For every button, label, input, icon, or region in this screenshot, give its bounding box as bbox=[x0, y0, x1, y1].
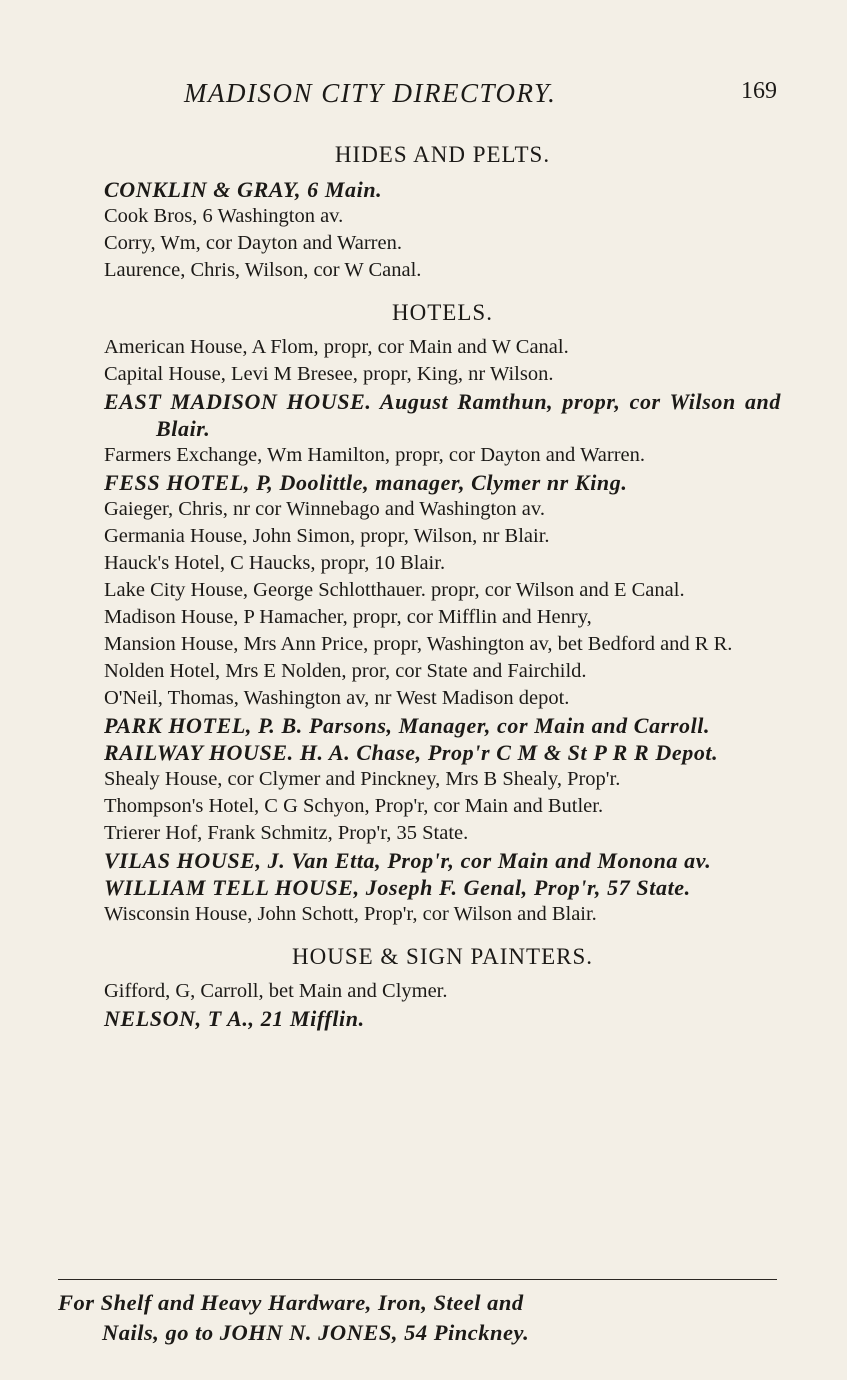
directory-entry: Laurence, Chris, Wilson, cor W Canal. bbox=[104, 259, 422, 281]
directory-entry: American House, A Flom, propr, cor Main and W Canal. bbox=[104, 336, 569, 358]
directory-entry: Gifford, G, Carroll, bet Main and Clymer. bbox=[104, 980, 448, 1002]
directory-entry: Corry, Wm, cor Dayton and Warren. bbox=[104, 232, 402, 254]
advertisement-footer bbox=[58, 1288, 781, 1348]
running-title: MADISON CITY DIRECTORY. bbox=[184, 78, 557, 108]
directory-entry: Wisconsin House, John Schott, Prop'r, cor Wilson and Blair. bbox=[104, 903, 597, 925]
directory-entry: O'Neil, Thomas, Washington av, nr West Madison depot. bbox=[104, 687, 570, 709]
directory-entry: Madison House, P Hamacher, propr, cor Mifflin and Henry, bbox=[104, 606, 592, 628]
directory-entry: Shealy House, cor Clymer and Pinckney, Mrs B Shealy, Prop'r. bbox=[104, 768, 621, 790]
directory-entry: Gaieger, Chris, nr cor Winnebago and Washington av. bbox=[104, 498, 545, 520]
directory-entry: Mansion House, Mrs Ann Price, propr, Washington av, bet Bedford and R R. bbox=[104, 633, 733, 655]
section-heading: HOTELS. bbox=[392, 300, 493, 325]
directory-entry-advertised: WILLIAM TELL HOUSE, Joseph F. Genal, Prop'r, 57 State. bbox=[104, 875, 691, 900]
directory-entry-advertised: FESS HOTEL, P, Doolittle, manager, Clymer nr King. bbox=[104, 470, 628, 495]
section-heading: HIDES AND PELTS. bbox=[334, 142, 551, 167]
directory-entry-advertised: EAST MADISON HOUSE. August Ramthun, propr, cor Wilson and Blair. bbox=[104, 389, 781, 441]
advertisement-line: Nails, go to JOHN N. JONES, 54 Pinckney. bbox=[102, 1320, 530, 1345]
directory-entry-advertised: NELSON, T A., 21 Mifflin. bbox=[104, 1006, 365, 1031]
page-number: 169 bbox=[741, 78, 777, 104]
directory-entry: Cook Bros, 6 Washington av. bbox=[104, 205, 344, 227]
directory-entry: Germania House, John Simon, propr, Wilson, nr Blair. bbox=[104, 525, 550, 547]
directory-entry-advertised: RAILWAY HOUSE. H. A. Chase, Prop'r C M & St P R R Depot. bbox=[104, 740, 719, 765]
directory-entry: Thompson's Hotel, C G Schyon, Prop'r, cor Main and Butler. bbox=[104, 795, 604, 817]
page-header bbox=[104, 78, 777, 110]
directory-listings bbox=[104, 140, 781, 1032]
section-heading: HOUSE & SIGN PAINTERS. bbox=[291, 944, 594, 969]
directory-entry: Nolden Hotel, Mrs E Nolden, pror, cor State and Fairchild. bbox=[104, 660, 587, 682]
directory-entry: Hauck's Hotel, C Haucks, propr, 10 Blair. bbox=[104, 552, 446, 574]
footer-rule bbox=[58, 1279, 777, 1280]
directory-entry-advertised: CONKLIN & GRAY, 6 Main. bbox=[104, 177, 383, 202]
directory-entry: Farmers Exchange, Wm Hamilton, propr, cor Dayton and Warren. bbox=[104, 444, 645, 466]
directory-entry-advertised: VILAS HOUSE, J. Van Etta, Prop'r, cor Main and Monona av. bbox=[104, 848, 712, 873]
directory-entry: Lake City House, George Schlotthauer. propr, cor Wilson and E Canal. bbox=[104, 579, 685, 601]
directory-entry: Capital House, Levi M Bresee, propr, King, nr Wilson. bbox=[104, 363, 554, 385]
directory-entry-advertised: PARK HOTEL, P. B. Parsons, Manager, cor Main and Carroll. bbox=[104, 713, 711, 738]
advertisement-line: For Shelf and Heavy Hardware, Iron, Steel and bbox=[58, 1290, 524, 1315]
directory-entry: Trierer Hof, Frank Schmitz, Prop'r, 35 State. bbox=[104, 822, 469, 844]
